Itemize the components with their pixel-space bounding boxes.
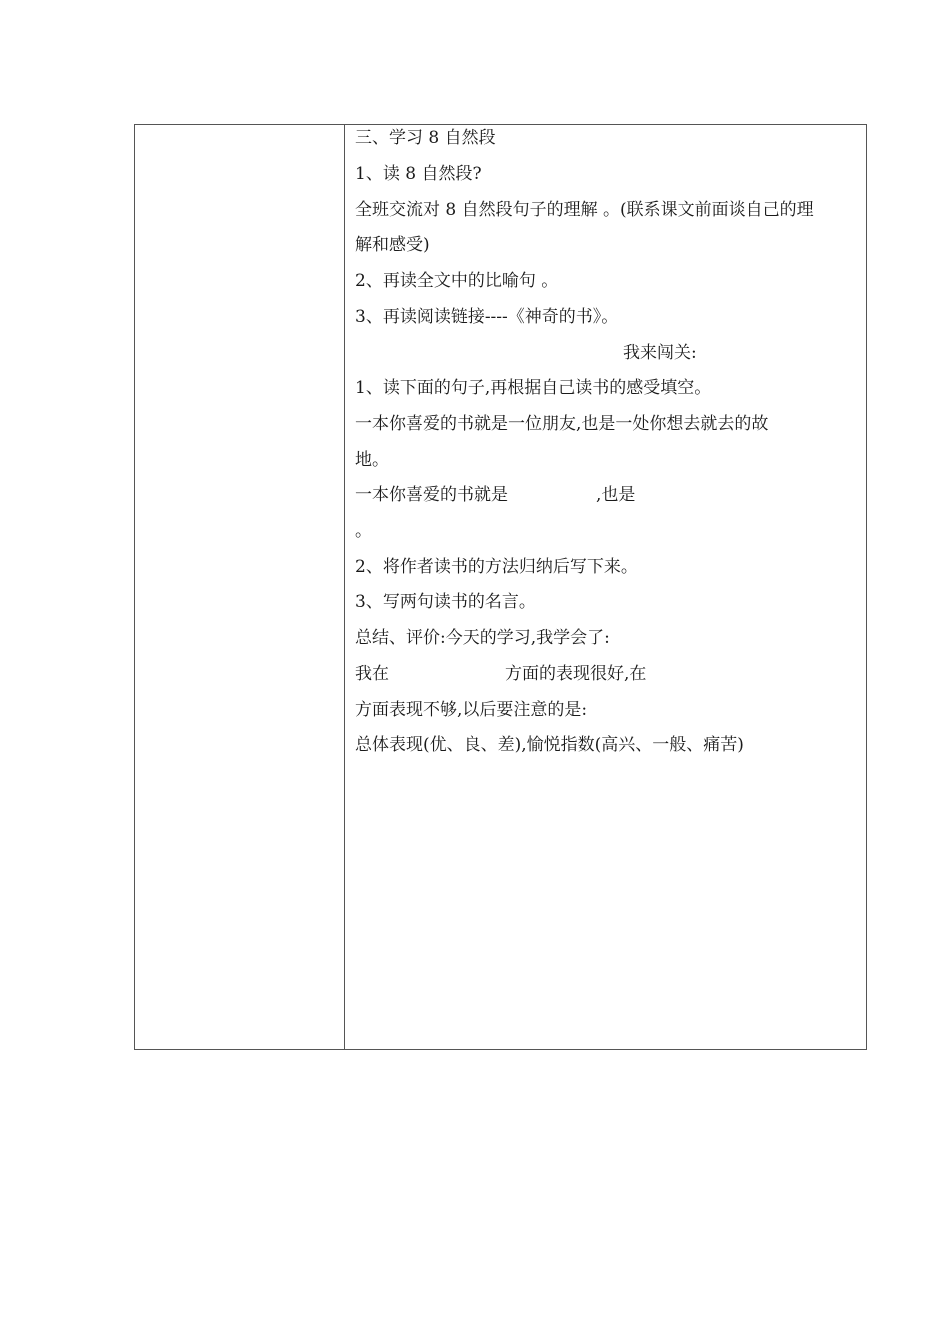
self-evaluation-line-2: 方面表现不够,以后要注意的是: (355, 700, 588, 720)
table-right-column (345, 125, 866, 1049)
item-read-paragraph: 1、读 8 自然段? (355, 164, 482, 184)
discussion-line-2: 解和感受) (355, 235, 430, 255)
question-2: 2、将作者读书的方法归纳后写下来。 (355, 557, 638, 577)
fill-in-sentence (355, 485, 635, 505)
item-reread-metaphors: 2、再读全文中的比喻句 。 (355, 271, 559, 291)
fill-in-end: 。 (355, 521, 372, 541)
self-eval-part-1: 我在 (355, 664, 389, 684)
challenge-heading: 我来闯关: (623, 343, 697, 363)
summary-line: 总结、评价:今天的学习,我学会了: (355, 628, 610, 648)
table-left-column (135, 125, 345, 1049)
item-reread-link: 3、再读阅读链接----《神奇的书》。 (355, 307, 619, 327)
example-sentence-line-2: 地。 (355, 450, 389, 470)
example-sentence-line-1: 一本你喜爱的书就是一位朋友,也是一处你想去就去的故 (355, 414, 769, 434)
lesson-table (134, 124, 867, 1050)
self-eval-part-2: 方面的表现很好,在 (505, 664, 647, 684)
fill-in-part-1: 一本你喜爱的书就是 (355, 485, 508, 505)
discussion-line-1: 全班交流对 8 自然段句子的理解 。(联系课文前面谈自己的理 (355, 200, 814, 220)
fill-in-part-2: ,也是 (596, 485, 636, 505)
question-1: 1、读下面的句子,再根据自己读书的感受填空。 (355, 378, 712, 398)
self-evaluation-line-1 (355, 664, 646, 684)
overall-rating-line: 总体表现(优、良、差),愉悦指数(高兴、一般、痛苦) (355, 735, 744, 755)
question-3: 3、写两句读书的名言。 (355, 592, 536, 612)
section-three-title: 三、学习 8 自然段 (355, 128, 496, 148)
